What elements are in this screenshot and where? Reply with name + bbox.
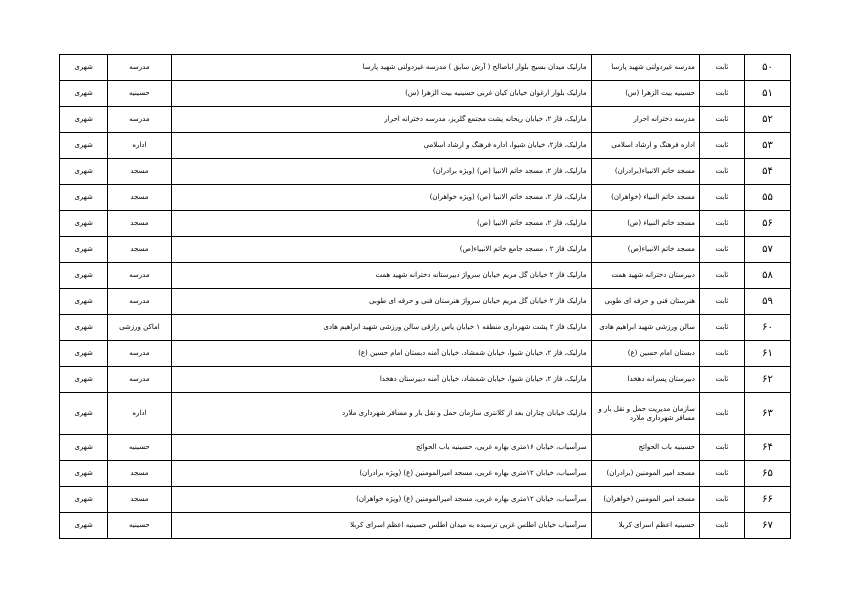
place-type-cell: مدرسه xyxy=(108,289,171,315)
row-number: ۶۶ xyxy=(744,487,790,513)
row-number: ۵۷ xyxy=(744,237,790,263)
address-cell: مارلیک، فاز ۲، مسجد خاتم الانبیا (ص) (ویژه برادران) xyxy=(171,159,591,185)
status-cell: ثابت xyxy=(699,289,744,315)
row-number: ۵۳ xyxy=(744,133,790,159)
place-type-cell: مسجد xyxy=(108,487,171,513)
address-cell: سرآسیاب، خیابان ۱۶متری بهاره غربی، حسینیه باب الحوائج xyxy=(171,435,591,461)
place-type-cell: اداره xyxy=(108,133,171,159)
table-row xyxy=(60,435,791,461)
address-cell: مارلیک، فاز ۲، مسجد خاتم الانبیا (ص) (ویژه خواهران) xyxy=(171,185,591,211)
area-cell: شهری xyxy=(60,487,108,513)
row-number: ۵۸ xyxy=(744,263,790,289)
row-number: ۶۰ xyxy=(744,315,790,341)
place-type-cell: مدرسه xyxy=(108,55,171,81)
address-cell: مارلیک فاز ۲ پشت شهرداری منطقه ۱ خیابان یاس رازقی سالن ورزشی شهید ابراهیم هادی xyxy=(171,315,591,341)
place-name-cell: مسجد امیر المومنین (خواهران) xyxy=(591,487,699,513)
area-cell: شهری xyxy=(60,55,108,81)
place-type-cell: مسجد xyxy=(108,211,171,237)
place-type-cell: مدرسه xyxy=(108,367,171,393)
area-cell: شهری xyxy=(60,513,108,539)
place-type-cell: حسینیه xyxy=(108,435,171,461)
row-number: ۵۵ xyxy=(744,185,790,211)
place-type-cell: مدرسه xyxy=(108,107,171,133)
status-cell: ثابت xyxy=(699,393,744,435)
place-type-cell: مسجد xyxy=(108,185,171,211)
status-cell: ثابت xyxy=(699,435,744,461)
table-row xyxy=(60,159,791,185)
address-cell: مارلیک خیابان چناران بعد از کلانتری سازمان حمل و نقل بار و مسافر شهرداری ملارد xyxy=(171,393,591,435)
place-name-cell: مدرسه غیردولتی شهید پارسا xyxy=(591,55,699,81)
place-type-cell: مسجد xyxy=(108,461,171,487)
place-name-cell: هنرستان فنی و حرفه ای طوبی xyxy=(591,289,699,315)
table-row xyxy=(60,55,791,81)
address-cell: مارلیک میدان بسیج بلوار اباصالح ( آرش سابق ) مدرسه غیردولتی شهید پارسا xyxy=(171,55,591,81)
row-number: ۵۶ xyxy=(744,211,790,237)
area-cell: شهری xyxy=(60,185,108,211)
row-number: ۶۳ xyxy=(744,393,790,435)
place-name-cell: مسجد خاتم الانبیاء(ص) xyxy=(591,237,699,263)
table-row xyxy=(60,367,791,393)
address-cell: سرآسیاب، خیابان ۱۲متری بهاره غربی، مسجد امیرالمومنین (ع) (ویژه برادران) xyxy=(171,461,591,487)
place-type-cell: مسجد xyxy=(108,237,171,263)
address-cell: مارلیک، فاز۲، خیابان شیوا، اداره فرهنگ و ارشاد اسلامی xyxy=(171,133,591,159)
address-cell: مارلیک فاز ۲ ، مسجد جامع خاتم الانبیاء(ص) xyxy=(171,237,591,263)
address-cell: مارلیک، فاز ۲، خیابان شیوا، خیابان شمشاد، خیابان آمنه دبیرستان دهخدا xyxy=(171,367,591,393)
table-row xyxy=(60,513,791,539)
row-number: ۵۴ xyxy=(744,159,790,185)
address-cell: سرآسیاب، خیابان ۱۲متری بهاره غربی، مسجد امیرالمومنین (ع) (ویژه خواهران) xyxy=(171,487,591,513)
table-row xyxy=(60,107,791,133)
area-cell: شهری xyxy=(60,81,108,107)
address-cell: سرآسیاب خیابان اطلس غربی نرسیده به میدان اطلس حسینیه اعظم اسرای کربلا xyxy=(171,513,591,539)
place-type-cell: مسجد xyxy=(108,159,171,185)
area-cell: شهری xyxy=(60,211,108,237)
place-name-cell: مدرسه دخترانه احرار xyxy=(591,107,699,133)
document-page xyxy=(59,54,791,539)
table-row xyxy=(60,289,791,315)
area-cell: شهری xyxy=(60,393,108,435)
place-name-cell: اداره فرهنگ و ارشاد اسلامی xyxy=(591,133,699,159)
area-cell: شهری xyxy=(60,461,108,487)
place-type-cell: اداره xyxy=(108,393,171,435)
area-cell: شهری xyxy=(60,133,108,159)
place-name-cell: مسجد خاتم النبیاء (ص) xyxy=(591,211,699,237)
place-type-cell: مدرسه xyxy=(108,341,171,367)
area-cell: شهری xyxy=(60,315,108,341)
status-cell: ثابت xyxy=(699,263,744,289)
status-cell: ثابت xyxy=(699,185,744,211)
place-type-cell: اماکن ورزشی xyxy=(108,315,171,341)
place-name-cell: مسجد خاتم النبیاء (خواهران) xyxy=(591,185,699,211)
address-cell: مارلیک فاز ۲ خیابان گل مریم خیابان سرواژ هنرستان فنی و حرفه ای طوبی xyxy=(171,289,591,315)
status-cell: ثابت xyxy=(699,237,744,263)
place-name-cell: حسینیه اعظم اسرای کربلا xyxy=(591,513,699,539)
row-number: ۶۱ xyxy=(744,341,790,367)
table-row xyxy=(60,461,791,487)
area-cell: شهری xyxy=(60,263,108,289)
place-name-cell: دبیرستان دخترانه شهید همت xyxy=(591,263,699,289)
table-row xyxy=(60,133,791,159)
place-name-cell: سازمان مدیریت حمل و نقل بار و مسافر شهرداری ملارد xyxy=(591,393,699,435)
table-row xyxy=(60,487,791,513)
place-name-cell: سالن ورزشی شهید ابراهیم هادی xyxy=(591,315,699,341)
row-number: ۶۷ xyxy=(744,513,790,539)
table-body xyxy=(60,55,791,539)
status-cell: ثابت xyxy=(699,107,744,133)
address-cell: مارلیک بلوار ارغوان خیابان کیان غربی حسینیه بیت الزهرا (س) xyxy=(171,81,591,107)
area-cell: شهری xyxy=(60,341,108,367)
status-cell: ثابت xyxy=(699,315,744,341)
status-cell: ثابت xyxy=(699,81,744,107)
table-row xyxy=(60,211,791,237)
place-name-cell: دبیرستان پسرانه دهخدا xyxy=(591,367,699,393)
row-number: ۶۴ xyxy=(744,435,790,461)
row-number: ۶۲ xyxy=(744,367,790,393)
place-name-cell: حسینیه بیت الزهرا (س) xyxy=(591,81,699,107)
status-cell: ثابت xyxy=(699,341,744,367)
table-row xyxy=(60,263,791,289)
table-row xyxy=(60,185,791,211)
area-cell: شهری xyxy=(60,107,108,133)
place-name-cell: دبستان امام حسین (ع) xyxy=(591,341,699,367)
locations-table xyxy=(59,54,791,539)
status-cell: ثابت xyxy=(699,487,744,513)
row-number: ۵۰ xyxy=(744,55,790,81)
address-cell: مارلیک، فاز ۲، مسجد خاتم الانبیا (ص) xyxy=(171,211,591,237)
table-row xyxy=(60,237,791,263)
row-number: ۵۲ xyxy=(744,107,790,133)
table-row xyxy=(60,341,791,367)
area-cell: شهری xyxy=(60,159,108,185)
area-cell: شهری xyxy=(60,367,108,393)
status-cell: ثابت xyxy=(699,211,744,237)
area-cell: شهری xyxy=(60,237,108,263)
status-cell: ثابت xyxy=(699,133,744,159)
place-type-cell: حسینیه xyxy=(108,513,171,539)
place-type-cell: مدرسه xyxy=(108,263,171,289)
row-number: ۵۱ xyxy=(744,81,790,107)
status-cell: ثابت xyxy=(699,367,744,393)
status-cell: ثابت xyxy=(699,461,744,487)
place-name-cell: مسجد خاتم الانبیاء(برادران) xyxy=(591,159,699,185)
address-cell: مارلیک فاز ۲ خیابان گل مریم خیابان سرواژ دبیرستانه دخترانه شهید همت xyxy=(171,263,591,289)
table-row xyxy=(60,81,791,107)
status-cell: ثابت xyxy=(699,513,744,539)
area-cell: شهری xyxy=(60,435,108,461)
place-name-cell: حسینیه باب الحوائج xyxy=(591,435,699,461)
row-number: ۵۹ xyxy=(744,289,790,315)
place-type-cell: حسینیه xyxy=(108,81,171,107)
table-row xyxy=(60,393,791,435)
row-number: ۶۵ xyxy=(744,461,790,487)
status-cell: ثابت xyxy=(699,159,744,185)
table-row xyxy=(60,315,791,341)
area-cell: شهری xyxy=(60,289,108,315)
address-cell: مارلیک، فاز ۲، خیابان شیوا، خیابان شمشاد، خیابان آمنه دبستان امام حسین (ع) xyxy=(171,341,591,367)
status-cell: ثابت xyxy=(699,55,744,81)
address-cell: مارلیک، فاز ۲، خیابان ریحانه پشت مجتمع گلریز، مدرسه دخترانه احرار xyxy=(171,107,591,133)
place-name-cell: مسجد امیر المومنین (برادران) xyxy=(591,461,699,487)
